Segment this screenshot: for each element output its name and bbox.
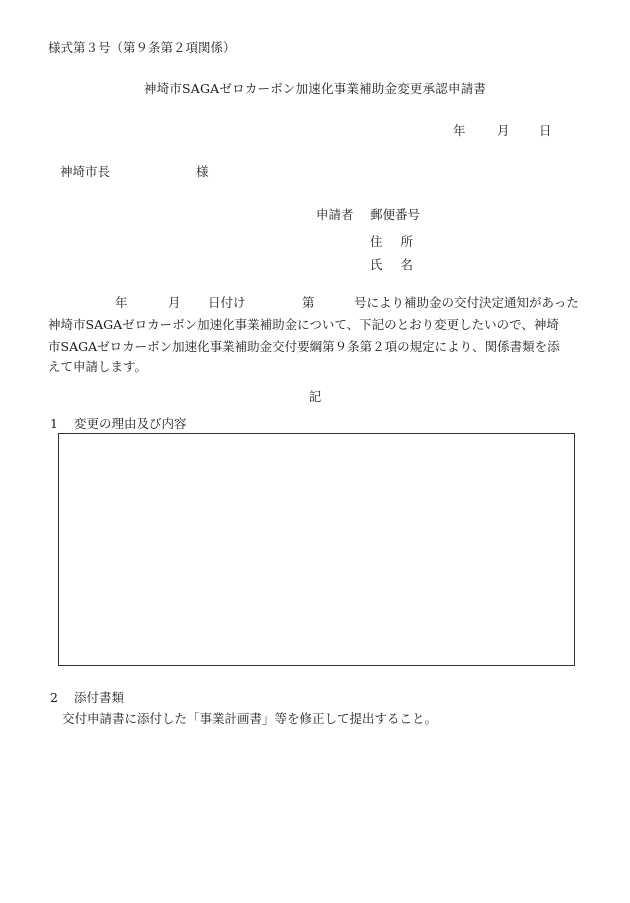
section-1-heading [50,418,187,431]
paragraph-rest: 号により補助金の交付決定通知があった [354,295,579,310]
ki-heading: 記 [308,389,322,404]
section-2-body: 交付申請書に添付した「事業計画書」等を修正して提出すること。 [62,711,438,726]
date-day-label: 日 [539,123,552,138]
postal-code-label: 郵便番号 [370,207,421,222]
paragraph-line-3: 市SAGAゼロカーボン加速化事業補助金交付要綱第９条第２項の規定により、関係書類を添 [48,339,560,354]
paragraph-line-2: 神埼市SAGAゼロカーボン加速化事業補助金について、下記のとおり変更したいので、神埼 [48,317,559,332]
addressee [60,164,209,179]
section-1-number: 1 [50,416,58,431]
paragraph-dated: 日付け [208,295,246,310]
paragraph-month: 月 [168,295,181,310]
date-year-label: 年 [453,123,466,138]
section-2-number: 2 [50,690,58,705]
form-number: 様式第３号（第９条第２項関係） [48,40,236,55]
section-2-title: 添付書類 [74,690,125,705]
paragraph-year: 年 [115,295,128,310]
name-label: 氏名 [370,257,432,272]
document-title: 神埼市SAGAゼロカーボン加速化事業補助金変更承認申請書 [143,81,487,96]
paragraph-line-4: えて申請します。 [48,359,148,374]
address-label: 住所 [370,234,432,249]
applicant-label: 申請者 [316,207,354,222]
addressee-name: 神埼市長 [60,164,111,179]
section-2-heading [50,692,124,705]
paragraph-dai: 第 [302,295,315,310]
section-1-title: 変更の理由及び内容 [74,416,187,431]
date-month-label: 月 [497,123,510,138]
addressee-honorific: 様 [196,164,209,179]
change-reason-box[interactable] [58,433,575,666]
